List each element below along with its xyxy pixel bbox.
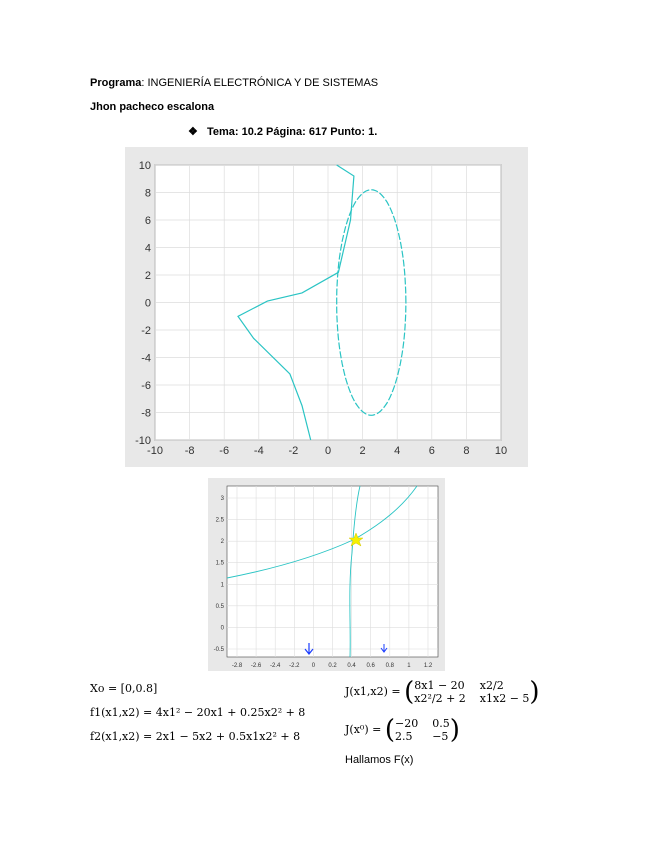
bullet-icon: ❖ <box>188 126 198 138</box>
x-tick-label: -2.6 <box>250 663 262 669</box>
x-tick-label: 10 <box>494 445 508 457</box>
x-tick-label: -2.4 <box>270 663 281 669</box>
x-tick-label: 4 <box>394 445 401 457</box>
y-tick-label: 6 <box>144 215 151 227</box>
x-tick-label: 1.2 <box>423 663 433 669</box>
y-tick-label: 2 <box>144 270 151 282</box>
jac0-cell: 0.5 <box>432 717 450 730</box>
x-tick-label: 6 <box>428 445 435 457</box>
y-tick-label: 10 <box>138 160 151 172</box>
contour-plot-main <box>125 147 528 467</box>
y-tick-label: 4 <box>144 242 151 255</box>
left-paren: ( <box>404 677 415 707</box>
jacobian-lhs: J(x1,x2) = <box>345 685 401 698</box>
x-tick-label: -10 <box>147 445 163 457</box>
jac-cell: x1x2 − 5 <box>479 692 530 705</box>
x-tick-label: 0 <box>311 663 316 669</box>
y-tick-label: -10 <box>135 435 151 447</box>
x-tick-label: 0.4 <box>347 663 356 669</box>
hallamos-text: Hallamos F(x) <box>345 754 414 766</box>
f2-equation: f2(x1,x2) = 2x1 − 5x2 + 0.5x1x2² + 8 <box>90 730 301 743</box>
x-tick-label: 8 <box>463 445 470 457</box>
x-tick-label: -4 <box>253 445 264 457</box>
left-paren: ( <box>384 715 395 745</box>
y-tick-label: -0.5 <box>213 647 224 653</box>
topic-text: Tema: 10.2 Página: 617 Punto: 1. <box>206 126 378 138</box>
x-tick-label: 0.8 <box>385 663 394 669</box>
y-tick-label: 8 <box>144 187 151 200</box>
x-tick-label: -2.8 <box>231 663 243 669</box>
jacobian-x0-equation <box>345 717 460 743</box>
topic-line <box>188 125 377 138</box>
jac0-cell: −5 <box>432 730 449 743</box>
y-tick-label: -8 <box>141 407 151 420</box>
jacobian-x0-matrix <box>385 717 460 743</box>
f1-equation: f1(x1,x2) = 4x1² − 20x1 + 0.25x2² + 8 <box>90 706 306 719</box>
jac-cell: 8x1 − 20 <box>414 679 465 692</box>
x-tick-label: 0 <box>324 445 332 457</box>
jac0-cell: 2.5 <box>394 730 413 743</box>
program-label: Programa <box>90 77 142 89</box>
jac-cell: x2/2 <box>479 679 504 692</box>
x-tick-label: -6 <box>219 445 230 457</box>
y-tick-label: 0 <box>220 625 224 632</box>
author-name: Jhon pacheco escalona <box>90 101 215 113</box>
y-tick-label: 0.5 <box>215 603 224 610</box>
y-tick-label: 1.5 <box>215 560 224 567</box>
x-tick-label: -8 <box>184 445 195 457</box>
x-tick-label: -2 <box>288 445 299 457</box>
x-tick-label: 0.2 <box>328 663 337 669</box>
y-tick-label: -6 <box>141 380 151 392</box>
jacobian-matrix <box>404 679 539 705</box>
y-tick-label: 2 <box>220 539 224 546</box>
x0-equation: Xo = [0,0.8] <box>90 682 158 695</box>
jacobian-x0-lhs: J(x⁰) = <box>345 723 382 736</box>
y-tick-label: 3 <box>220 496 224 502</box>
x-tick-label: 0.6 <box>366 663 375 669</box>
program-value: : INGENIERÍA ELECTRÓNICA Y DE SISTEMAS <box>141 77 379 89</box>
y-tick-label: 1 <box>220 582 224 589</box>
y-tick-label: 2.5 <box>215 517 224 524</box>
x-tick-label: -2.2 <box>289 663 300 669</box>
contour-plot-zoom <box>208 478 445 671</box>
x-tick-label: 2 <box>359 445 366 457</box>
jac0-cell: −20 <box>394 717 419 730</box>
y-tick-label: 0 <box>144 297 151 310</box>
jac-cell: x2²/2 + 2 <box>414 692 466 705</box>
y-tick-label: -2 <box>141 325 151 337</box>
y-tick-label: -4 <box>141 352 151 365</box>
jacobian-equation <box>345 679 540 705</box>
x-tick-label: 1 <box>407 663 411 669</box>
program-line <box>90 77 378 89</box>
right-paren: ) <box>449 715 460 745</box>
right-paren: ) <box>529 677 540 707</box>
